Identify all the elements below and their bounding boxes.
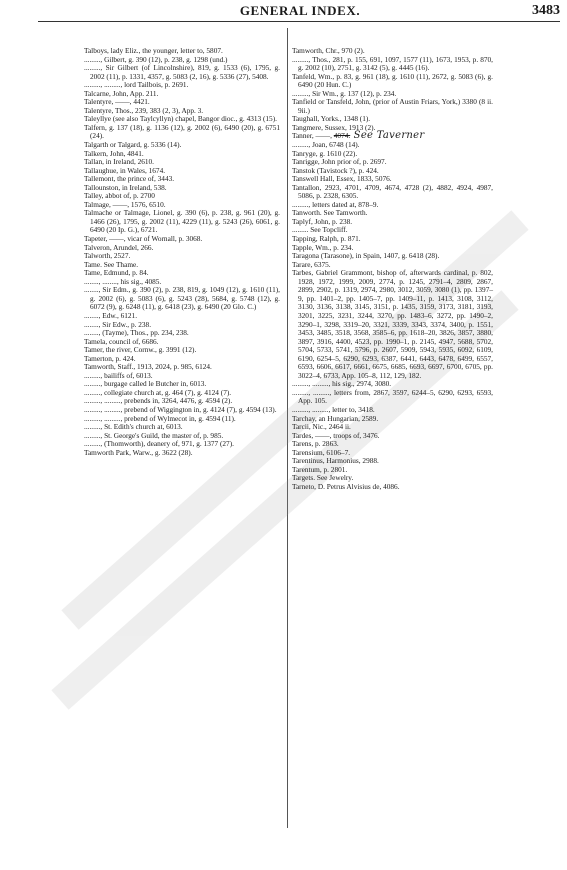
index-entry: Tarbes, Gabriel Grammont, bishop of, afterwards cardinal, p. 802, 1928, 1972, 1999, 2009, 2774, p. 1245, 2791–4, 2809, 2867, 2899, 2902, p. 1319, 2974, 2980, 3012, 3059, 3080 (1), pp. 1397–9, pp. 1401–2, pp. 1405–7, pp. 1409–11, p. 1413, 3108, 3112, 3130, 3136, 3138, 3145, 3151, p. 1435, 3159, 3173, 3181, 3193, 3201, 3225, 3231, 3244, 3270, pp. 1483–6, 3272, pp. 1490–2, 3290–1, 3298, 3319–20, 3321, 3339, 3343, 3374, 3400, p. 1551, 3453, 3485, 3518, 3568, 3585–6, pp. 1618–20, 3826, 3857, 3880, 3897, 3916, 4400, 4523, pp. 1990–1, p. 2145, 4947, 5688, 5702, 5704, 5733, 5741, 5796, p. 2607, 5909, 5943, 5935, 6092, 6109, 6190, 6254–5, 6290, 6293, 6387, 6441, 6443, 6478, 6499, 6557, 6593, 6606, 6617, 6661, 6675, 6685, 6693, 6697, 6700, 6705, pp. 3022–4, 6733, App. 105–8, 112, 129, 182. [292, 268, 493, 380]
index-entry: Talentyre, Thos., 239, 383 (2, 3), App. 3. [84, 105, 204, 115]
index-entry: Taleyllye (see also Taylcyllyn) chapel, Bangor dioc., g. 4313 (15). [84, 114, 277, 124]
index-entry: Tarentum, p. 2801. [292, 464, 348, 474]
index-entry: ........., Sir Gilbert (of Lincolnshire), 819, g. 1533 (6), 1795, g. 2002 (11), p. 1331, 4357, g. 5083 (2, 16), g. 5336 (27), 5408. [84, 63, 280, 81]
index-entry: Tallaughue, in Wales, 1674. [84, 165, 166, 175]
index-entry: Tanworth. See Tamworth. [292, 208, 368, 218]
index-entry: ........., (Thomworth), deanery of, 971, g. 1377 (27). [84, 439, 234, 449]
header-rule [38, 21, 560, 22]
index-entry: Taplyf, John, p. 238. [292, 216, 353, 226]
index-entry: Tangmere, Sussex, 1913 (2). [292, 122, 376, 132]
index-entry: Taughall, Yorks., 1348 (1). [292, 114, 371, 124]
index-entry: ........., Gilbert, g. 390 (12), p. 238, g. 1298 (und.) [84, 54, 228, 64]
index-entry: Talentyre, ——, 4421. [84, 97, 150, 107]
index-entry: Talmache or Talmage, Lionel, g. 390 (6), p. 238, g. 961 (20), g. 1466 (26), 1795, g. 2002 (11), 4229 (11), g. 5243 (26), 6061, g. 6490 (20 Ip. G.), 6721. [84, 208, 280, 235]
index-entry: Tanfield or Tansfeld, John, (prior of Austin Friars, York,) 3380 (8 ii. 9ii.) [292, 97, 493, 115]
index-entry: ........, Edw., 6121. [84, 310, 138, 320]
index-entry: Tapping, Ralph, p. 871. [292, 234, 361, 244]
index-entry: Tanrigge, John prior of, p. 2697. [292, 157, 387, 167]
index-entry: Tamela, council of, 6686. [84, 336, 159, 346]
index-entry: ........., Joan, 6748 (14). [292, 140, 360, 150]
index-entry: ........., ........., letter to, 3418. [292, 404, 375, 414]
index-entry: ........, Sir Edm., g. 390 (2), p. 238, 819, g. 1049 (12), g. 1610 (11), g. 2002 (6), g. 5083 (6), g. 5243 (28), 5684, g. 5748 (12), g. 6072 (9), g. 6248 (11), g. 6418 (23), g. 6490 (20 Glo. C.) [84, 285, 280, 312]
index-entry: ........., ........., prebend of Wylmecot in, g. 4594 (11). [84, 413, 236, 423]
index-entry: ........., Thos., 281, p. 155, 691, 1097, 1577 (11), 1673, 1953, p. 870, g. 2002 (10), 2751, g. 3142 (5), g. 4445 (16). [292, 54, 493, 73]
index-entry: ........., St. George's Guild, the master of, p. 985. [84, 430, 224, 440]
right-column [292, 47, 493, 491]
index-entry: Tarneto, D. Petrus Alvisius de, 4086. [292, 481, 400, 491]
page-header [40, 3, 560, 21]
index-entry: Targets. See Jewelry. [292, 473, 354, 483]
index-entry: Tame. See Thame. [84, 259, 139, 269]
index-entry: ........., ........., his sig., 2974, 3080. [292, 379, 392, 389]
index-entry: Taragona (Tarasone), in Spain, 1407, g. 6418 (28). [292, 251, 440, 261]
index-entry: Tamworth, Chr., 970 (2). [292, 46, 365, 55]
index-entry: Tamerton, p. 424. [84, 353, 136, 363]
index-entry: ........., collegiate church at, g. 464 (7), g. 4124 (7). [84, 387, 232, 397]
index-entry: Talworth, 2527. [84, 251, 131, 261]
index-entry: Tarare, 6375. [292, 259, 331, 269]
index-entry: Tanfeld, Wm., p. 83, g. 961 (18), g. 1610 (11), 2672, g. 5083 (6), g. 6490 (20 Hun. C.) [292, 71, 493, 90]
index-entry: Tarchay, an Hungarian, 2589. [292, 413, 379, 423]
index-entry: ........., ........., prebend of Wiggington in, g. 4124 (7), g. 4594 (13). [84, 404, 277, 414]
entry-text: Tanner, ——, [292, 131, 334, 141]
index-entry: ........., Sir Wm., g. 137 (12), p. 234. [292, 88, 397, 98]
index-entry: ........., letters dated at, 878–9. [292, 199, 379, 209]
index-entry: ........., bailiffs of, 6013. [84, 370, 153, 380]
index-entry: Talmage, ——, 1576, 6510. [84, 199, 166, 209]
index-entry: Tarens, p. 2863. [292, 439, 339, 449]
column-divider [287, 28, 288, 828]
index-entry: ......... See Topcliff. [292, 225, 348, 235]
index-entry: Tallan, in Ireland, 2610. [84, 157, 155, 167]
index-entry: Tarensium, 6106–7. [292, 447, 351, 457]
index-entry: ........., ........., letters from, 2867, 3597, 6244–5, 6290, 6293, 6593, App. 105. [292, 387, 493, 406]
index-entry: Talley, abbot of, p. 2700 [84, 191, 155, 201]
index-entry: Tarcii, Nic., 2464 ii. [292, 422, 351, 432]
handwritten-note: See Taverner [350, 130, 425, 142]
index-entry: ........, Sir Edw., p. 238. [84, 319, 152, 329]
index-entry: ........., burgage called le Butcher in, 6013. [84, 379, 207, 389]
index-entry: Talcarne, John, App. 211. [84, 88, 159, 98]
index-entry: Tamer, the river, Cornw., g. 3991 (12). [84, 345, 197, 355]
index-entry: Tardes, ——, troops of, 3476. [292, 430, 380, 440]
index-entry: ........., St. Edith's church at, 6013. [84, 422, 183, 432]
index-entry: Talgarth or Talgard, g. 5336 (14). [84, 140, 182, 150]
index-entry: Tame, Edmund, p. 84. [84, 268, 149, 278]
page-number: 3483 [532, 3, 560, 18]
index-entry: Tantallon, 2923, 4701, 4709, 4674, 4728 (2), 4882, 4924, 4987, 5086, p. 2328, 6305. [292, 182, 493, 201]
index-entry: ........., ........., lord Tailbois, p. 2691. [84, 80, 189, 90]
index-entry: Tapple, Wm., p. 234. [292, 242, 354, 252]
index-entry: ........., ........., prebends in, 3264, 4476, g. 4594 (2). [84, 396, 233, 406]
struck-reference: 4074. [333, 131, 351, 141]
index-entry: Tallounston, in Ireland, 538. [84, 182, 167, 192]
index-entry: Tapeter, ——, vicar of Wornall, p. 3068. [84, 234, 203, 244]
index-entry: Tarentinus, Harmonius, 2988. [292, 456, 379, 466]
index-entry: Tanstok (Tavistock ?), p. 424. [292, 165, 379, 175]
index-entry: Talveron, Arundel, 266. [84, 242, 154, 252]
index-entry: Talboys, lady Eliz., the younger, letter to, 5807. [84, 46, 223, 55]
left-column [84, 47, 280, 457]
index-entry: Tamworth, Staff., 1913, 2024, p. 985, 6124. [84, 362, 212, 372]
index-entry: Tallemont, the prince of, 3443. [84, 174, 175, 184]
index-entry: Tanryge, g. 1610 (22). [292, 148, 358, 158]
index-entry: Talkern, John, 4841. [84, 148, 144, 158]
page-title: GENERAL INDEX. [239, 3, 361, 18]
index-entry: Tamworth Park, Warw., g. 3622 (28). [84, 447, 193, 457]
index-entry: Tanswell Hall, Essex, 1833, 5076. [292, 174, 392, 184]
index-entry: ........, (Tayme), Thos., pp. 234, 238. [84, 328, 189, 338]
index-entry: Talfern, g. 137 (18), g. 1136 (12), g. 2002 (6), 6490 (20), g. 6751 (24). [84, 122, 280, 141]
index-entry: ........, ........, his sig., 4085. [84, 276, 162, 286]
